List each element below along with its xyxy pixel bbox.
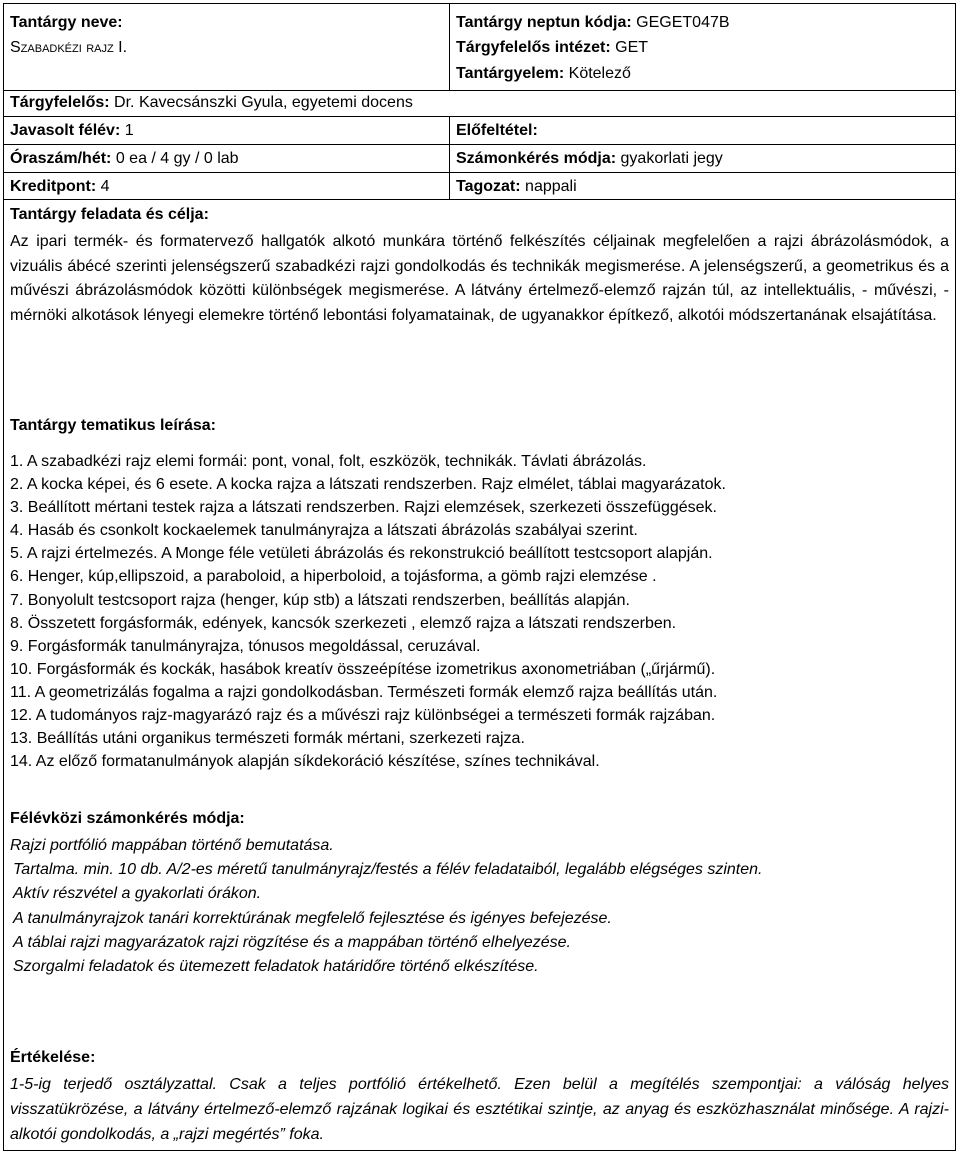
prereq-label: Előfeltétel: (456, 122, 538, 139)
credit-value: 4 (100, 178, 110, 195)
topic-item: 12. A tudományos rajz-magyarázó rajz és a művészi rajz különbségei a természeti formák rajzában. (10, 707, 716, 725)
topics-heading: Tantárgy tematikus leírása: (10, 417, 217, 434)
neptun-label: Tantárgy neptun kódja: (456, 14, 632, 31)
semester (10, 120, 134, 142)
exam-type (456, 148, 723, 170)
neptun-value: GEGET047B (636, 14, 730, 31)
credit (10, 176, 110, 198)
topics-list (10, 450, 726, 773)
semester-label: Javasolt félév: (10, 122, 121, 139)
topic-item: 3. Beállított mértani testek rajza a látszati rendszerben. Rajzi elemzések, szerkezeti összefüggések. (10, 499, 717, 517)
goal-text: Az ipari termék- és formatervező hallgatók alkotó munkára történő felkészítés céljainak megfelelően a rajzi ábrázolásmódok, a vizuális ábécé szerinti jelenségszerű szabadkézi rajzi gondolkodás és technikák megismerése. A jelenségszerű, a geometrikus és a művészi ábrázolásmódok közötti különbségek megismerése. A látvány értelmező-elemző rajzán túl, az intellektuális, - művészi, - mérnöki alkotások lényegi elemekre történő lebontási folyamatainak, de ugyanakkor építkező, alkotói módszertanának elsajátítása. (10, 233, 949, 324)
section-label: Tagozat: (456, 178, 521, 195)
topic-item: 9. Forgásformák tanulmányrajza, tónusos megoldással, ceruzával. (10, 637, 481, 655)
topic-item: 4. Hasáb és csonkolt kockaelemek tanulmányrajza a látszati ábrázolás szabályai szerint. (10, 522, 638, 540)
topic-item: 10. Forgásformák és kockák, hasábok kreatív összeépítése izometrikus axonometriában („űrjármű). (10, 660, 716, 678)
midterm-line: Szorgalmi feladatok és ütemezett feladatok határidőre történő elkészítése. (13, 958, 539, 976)
institute-label: Tárgyfelelős intézet: (456, 39, 611, 56)
hours (10, 148, 239, 170)
topic-item: 2. A kocka képei, és 6 esete. A kocka rajza a látszati rendszerben. Rajz elmélet, táblai magyarázatok. (10, 476, 726, 494)
course-sheet (3, 3, 956, 1151)
element-value: Kötelező (568, 65, 631, 82)
semester-value: 1 (124, 122, 134, 139)
responsible-value: Dr. Kavecsánszki Gyula, egyetemi docens (114, 94, 413, 111)
exam-value: gyakorlati jegy (620, 150, 723, 167)
topic-item: 1. A szabadkézi rajz elemi formái: pont, vonal, folt, eszközök, technikák. Távlati ábrázolás. (10, 453, 647, 470)
neptun-code (456, 12, 730, 34)
midterm-line: Tartalma. min. 10 db. A/2-es méretű tanulmányrajz/festés a félév feladataiból, legalább elégséges szinten. (13, 861, 763, 879)
midterm-heading: Félévközi számonkérés módja: (10, 810, 245, 827)
course-element (456, 63, 631, 85)
goal-heading: Tantárgy feladata és célja: (10, 206, 209, 223)
section-value: nappali (525, 178, 577, 195)
midterm-line: A tanulmányrajzok tanári korrektúrának megfelelő fejlesztése és igényes befejezése. (13, 909, 612, 927)
institute (456, 37, 648, 59)
topic-item: 14. Az előző formatanulmányok alapján síkdekoráció készítése, színes technikával. (10, 753, 600, 771)
header-divider (449, 4, 450, 90)
evaluation-text: 1-5-ig terjedő osztályzattal. Csak a teljes portfólió értékelhető. Ezen belül a megítélés szempontjai: a válóság helyes visszatükrözése, a látvány értelmező-elemző rajzának logikai és esztétikai szintje, az anyag és eszközhasználat minősége. A rajzi-alkotói gondolkodás, a „rajzi megértés” foka. (10, 1076, 949, 1143)
exam-label: Számonkérés módja: (456, 150, 617, 167)
evaluation-heading: Értékelése: (10, 1049, 96, 1066)
topic-item: 7. Bonyolult testcsoport rajza (henger, kúp stb) a látszati rendszerben, beállítás alapján. (10, 591, 630, 609)
hours-value: 0 ea / 4 gy / 0 lab (115, 150, 239, 167)
topic-item: 5. A rajzi értelmezés. A Monge féle vetületi ábrázolás és rekonstrukció beállított testcsoport alapján. (10, 545, 713, 563)
credit-label: Kreditpont: (10, 178, 97, 195)
topic-item: 13. Beállítás utáni organikus természeti formák mértani, szerkezeti rajza. (10, 730, 525, 748)
midterm-line: A táblai rajzi magyarázatok rajzi rögzítése és a mappában történő elhelyezése. (13, 933, 571, 951)
subject-name-label: Tantárgy neve: (10, 14, 123, 31)
hours-label: Óraszám/hét: (10, 150, 112, 167)
topic-item: 6. Henger, kúp,ellipszoid, a paraboloid, a hiperboloid, a tojásforma, a gömb rajzi elemzése . (10, 568, 657, 586)
midterm-line: Rajzi portfólió mappában történő bemutatása. (10, 837, 334, 854)
responsible-label: Tárgyfelelős: (10, 94, 110, 111)
midterm-line: Aktív részvétel a gyakorlati órákon. (13, 885, 262, 903)
responsible (10, 92, 413, 114)
topic-item: 11. A geometrizálás fogalma a rajzi gondolkodásban. Természeti formák elemző rajza beállítás után. (10, 683, 718, 701)
section (456, 176, 577, 198)
subject-name (10, 12, 123, 34)
topic-item: 8. Összetett forgásformák, edények, kancsók szerkezeti , elemző rajza a látszati rendszerben. (10, 614, 677, 632)
subject-name-value: Szabadkézi rajz I. (10, 39, 128, 56)
element-label: Tantárgyelem: (456, 65, 565, 82)
prerequisite (456, 120, 538, 142)
midterm-lines (10, 834, 949, 979)
institute-value: GET (615, 39, 649, 56)
